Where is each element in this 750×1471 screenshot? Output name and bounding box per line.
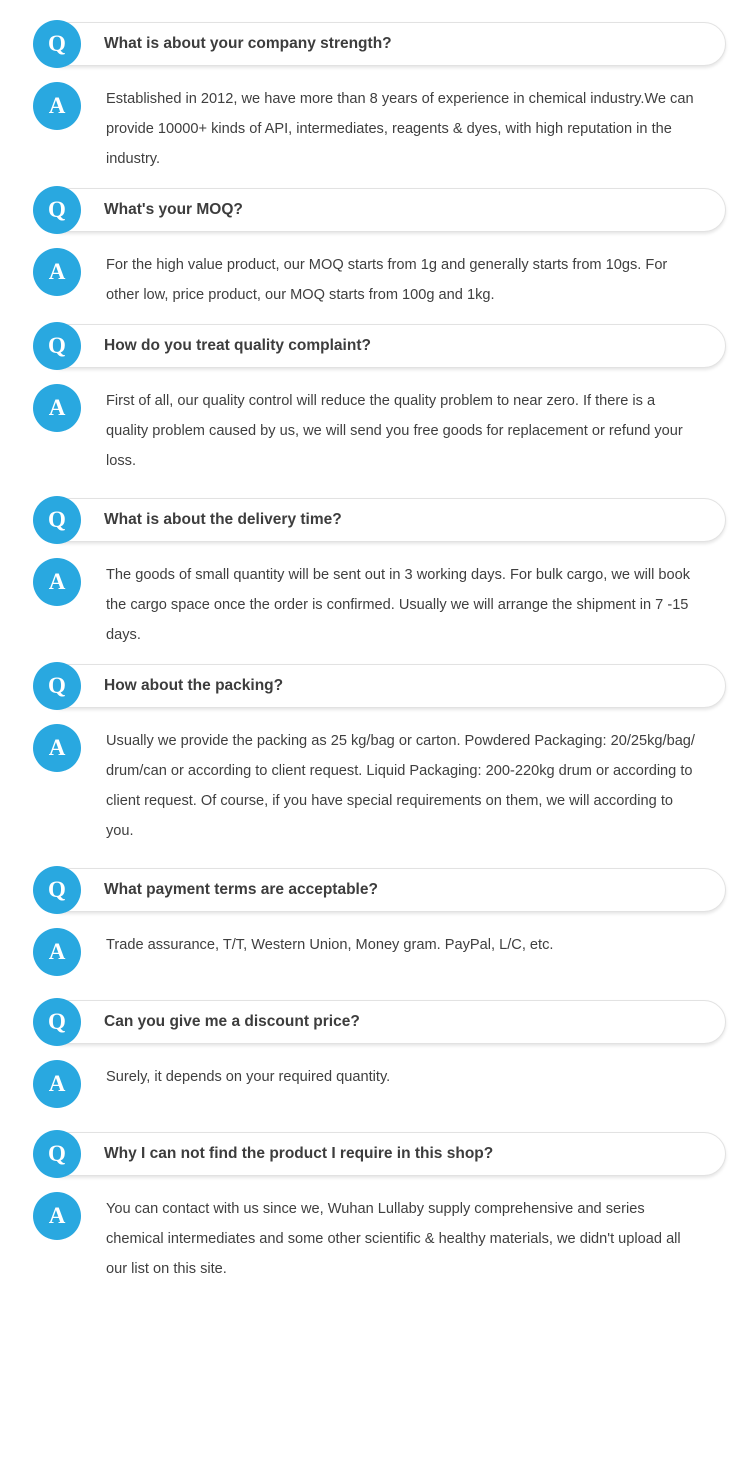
- faq-item: [16, 996, 728, 1110]
- faq-question-row[interactable]: [16, 494, 728, 546]
- answer-badge-icon: A: [33, 1192, 81, 1240]
- faq-answer-row: [16, 1186, 728, 1284]
- faq-item: [16, 660, 728, 846]
- faq-item: [16, 320, 728, 476]
- faq-answer-row: [16, 76, 728, 174]
- faq-item: [16, 1128, 728, 1284]
- faq-answer-row: [16, 922, 728, 978]
- faq-item: [16, 184, 728, 310]
- faq-question-row[interactable]: [16, 1128, 728, 1180]
- faq-question-text: Can you give me a discount price?: [104, 1013, 360, 1030]
- faq-question-text: Why I can not find the product I require in this shop?: [104, 1145, 494, 1162]
- answer-badge-icon: A: [33, 82, 81, 130]
- faq-answer-text: Established in 2012, we have more than 8 years of experience in chemical industry.We can provide 10000+ kinds of API, intermediates, reagents & dyes, with high reputation in the industry.: [106, 91, 694, 167]
- faq-question-row[interactable]: [16, 320, 728, 372]
- answer-badge-icon: A: [33, 558, 81, 606]
- faq-question-text: What payment terms are acceptable?: [104, 881, 378, 898]
- faq-item: [16, 18, 728, 174]
- answer-badge-icon: A: [33, 1060, 81, 1108]
- answer-badge-icon: A: [33, 248, 81, 296]
- question-badge-icon: Q: [33, 1130, 81, 1178]
- faq-answer-text: You can contact with us since we, Wuhan Lullaby supply comprehensive and series chemical intermediates and some other scientific & healthy materials, we didn't upload all our list on this site.: [106, 1201, 681, 1277]
- section-spacer: [16, 856, 728, 864]
- faq-item: [16, 494, 728, 650]
- faq-question-row[interactable]: [16, 996, 728, 1048]
- question-badge-icon: Q: [33, 186, 81, 234]
- faq-question-text: What is about your company strength?: [104, 35, 392, 52]
- faq-question-text: What's your MOQ?: [104, 201, 243, 218]
- faq-answer-text: Trade assurance, T/T, Western Union, Money gram. PayPal, L/C, etc.: [106, 937, 554, 953]
- faq-answer-row: [16, 718, 728, 846]
- faq-answer-text: First of all, our quality control will reduce the quality problem to near zero. If there is a quality problem caused by us, we will send you free goods for replacement or refund your loss.: [106, 393, 683, 469]
- question-badge-icon: Q: [33, 496, 81, 544]
- faq-answer-text: Surely, it depends on your required quantity.: [106, 1069, 391, 1085]
- question-badge-icon: Q: [33, 998, 81, 1046]
- faq-answer-text: For the high value product, our MOQ starts from 1g and generally starts from 10gs. For other low, price product, our MOQ starts from 100g and 1kg.: [106, 257, 668, 303]
- section-spacer: [16, 1120, 728, 1128]
- faq-answer-text: Usually we provide the packing as 25 kg/bag or carton. Powdered Packaging: 20/25kg/bag/ drum/can or according to client request. Liquid Packaging: 200-220kg drum or according to client request. Of course, if you have special requirements on them, we will according to you.: [106, 733, 695, 839]
- answer-badge-icon: A: [33, 384, 81, 432]
- faq-question-text: How about the packing?: [104, 677, 284, 694]
- faq-answer-text: The goods of small quantity will be sent out in 3 working days. For bulk cargo, we will book the cargo space once the order is confirmed. Usually we will arrange the shipment in 7 -15 days.: [106, 567, 691, 643]
- faq-answer-row: [16, 242, 728, 310]
- faq-answer-row: [16, 552, 728, 650]
- section-spacer: [16, 486, 728, 494]
- section-spacer: [16, 988, 728, 996]
- faq-question-text: How do you treat quality complaint?: [104, 337, 371, 354]
- faq-question-row[interactable]: [16, 660, 728, 712]
- answer-badge-icon: A: [33, 928, 81, 976]
- question-badge-icon: Q: [33, 20, 81, 68]
- faq-question-row[interactable]: [16, 18, 728, 70]
- faq-question-row[interactable]: [16, 864, 728, 916]
- faq-question-text: What is about the delivery time?: [104, 511, 342, 528]
- faq-question-row[interactable]: [16, 184, 728, 236]
- faq-answer-row: [16, 1054, 728, 1110]
- faq-answer-row: [16, 378, 728, 476]
- question-badge-icon: Q: [33, 866, 81, 914]
- question-badge-icon: Q: [33, 662, 81, 710]
- faq-item: [16, 864, 728, 978]
- question-badge-icon: Q: [33, 322, 81, 370]
- answer-badge-icon: A: [33, 724, 81, 772]
